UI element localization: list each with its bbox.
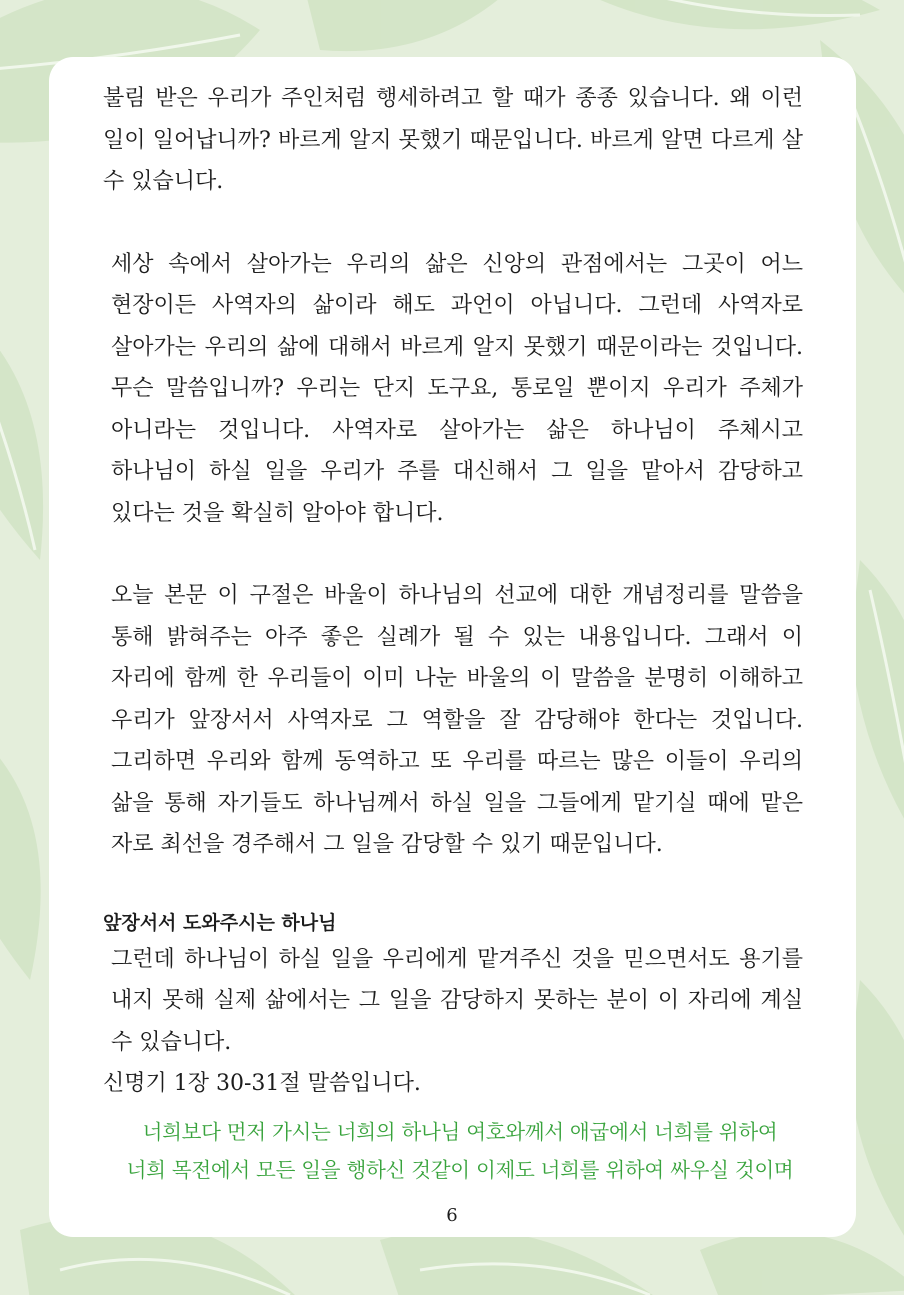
scripture-line-2: 너희 목전에서 모든 일을 행하신 것같이 이제도 너희를 위하여 싸우실 것이며 [126, 1158, 794, 1182]
section-body: 그런데 하나님이 하실 일을 우리에게 맡겨주신 것을 믿으면서도 용기를 내지 못해 실제 삶에서는 그 일을 감당하지 못하는 분이 이 자리에 계실 수 있습니다. [111, 946, 803, 1055]
scripture-line-1: 너희보다 먼저 가시는 너희의 하나님 여호와께서 애굽에서 너희를 위하여 [142, 1120, 778, 1144]
paragraph-2: 세상 속에서 살아가는 우리의 삶은 신앙의 관점에서는 그곳이 어느 현장이든 사역자의 삶이라 해도 과언이 아닙니다. 그런데 사역자로 살아가는 우리의 삶에 대해서 바르게 알지 못했기 때문이라는 것입니다. 무슨 말씀입니까? 우리는 단지 도구요, 통로일 뿐이지 우리가 주체가 아니라는 것입니다. 사역자로 살아가는 삶은 하나님이 주체시고 하나님이 하실 일을 우리가 주를 대신해서 그 일을 맡아서 감당하고 있다는 것을 확실히 알아야 합니다. [111, 251, 803, 526]
scripture-reference: 신명기 1장 30-31절 말씀입니다. [103, 1071, 421, 1096]
section-heading: 앞장서서 도와주시는 하나님 [103, 911, 337, 934]
page-number: 6 [446, 1205, 458, 1226]
page-body [103, 78, 803, 1105]
paragraph-3: 오늘 본문 이 구절은 바울이 하나님의 선교에 대한 개념정리를 말씀을 통해 밝혀주는 아주 좋은 실례가 될 수 있는 내용입니다. 그래서 이 자리에 함께 한 우리들이 이미 나눈 바울의 이 말씀을 분명히 이해하고 우리가 앞장서서 사역자로 그 역할을 잘 감당해야 한다는 것입니다. 그리하면 우리와 함께 동역하고 또 우리를 따르는 많은 이들이 우리의 삶을 통해 자기들도 하나님께서 하실 일을 그들에게 맡기실 때에 맡은 자로 최선을 경주해서 그 일을 감당할 수 있기 때문입니다. [111, 583, 803, 857]
paragraph-1: 불림 받은 우리가 주인처럼 행세하려고 할 때가 종종 있습니다. 왜 이런 일이 일어납니까? 바르게 알지 못했기 때문입니다. 바르게 알면 다르게 살 수 있습니다. [103, 86, 803, 194]
scripture-quote [115, 1113, 805, 1189]
